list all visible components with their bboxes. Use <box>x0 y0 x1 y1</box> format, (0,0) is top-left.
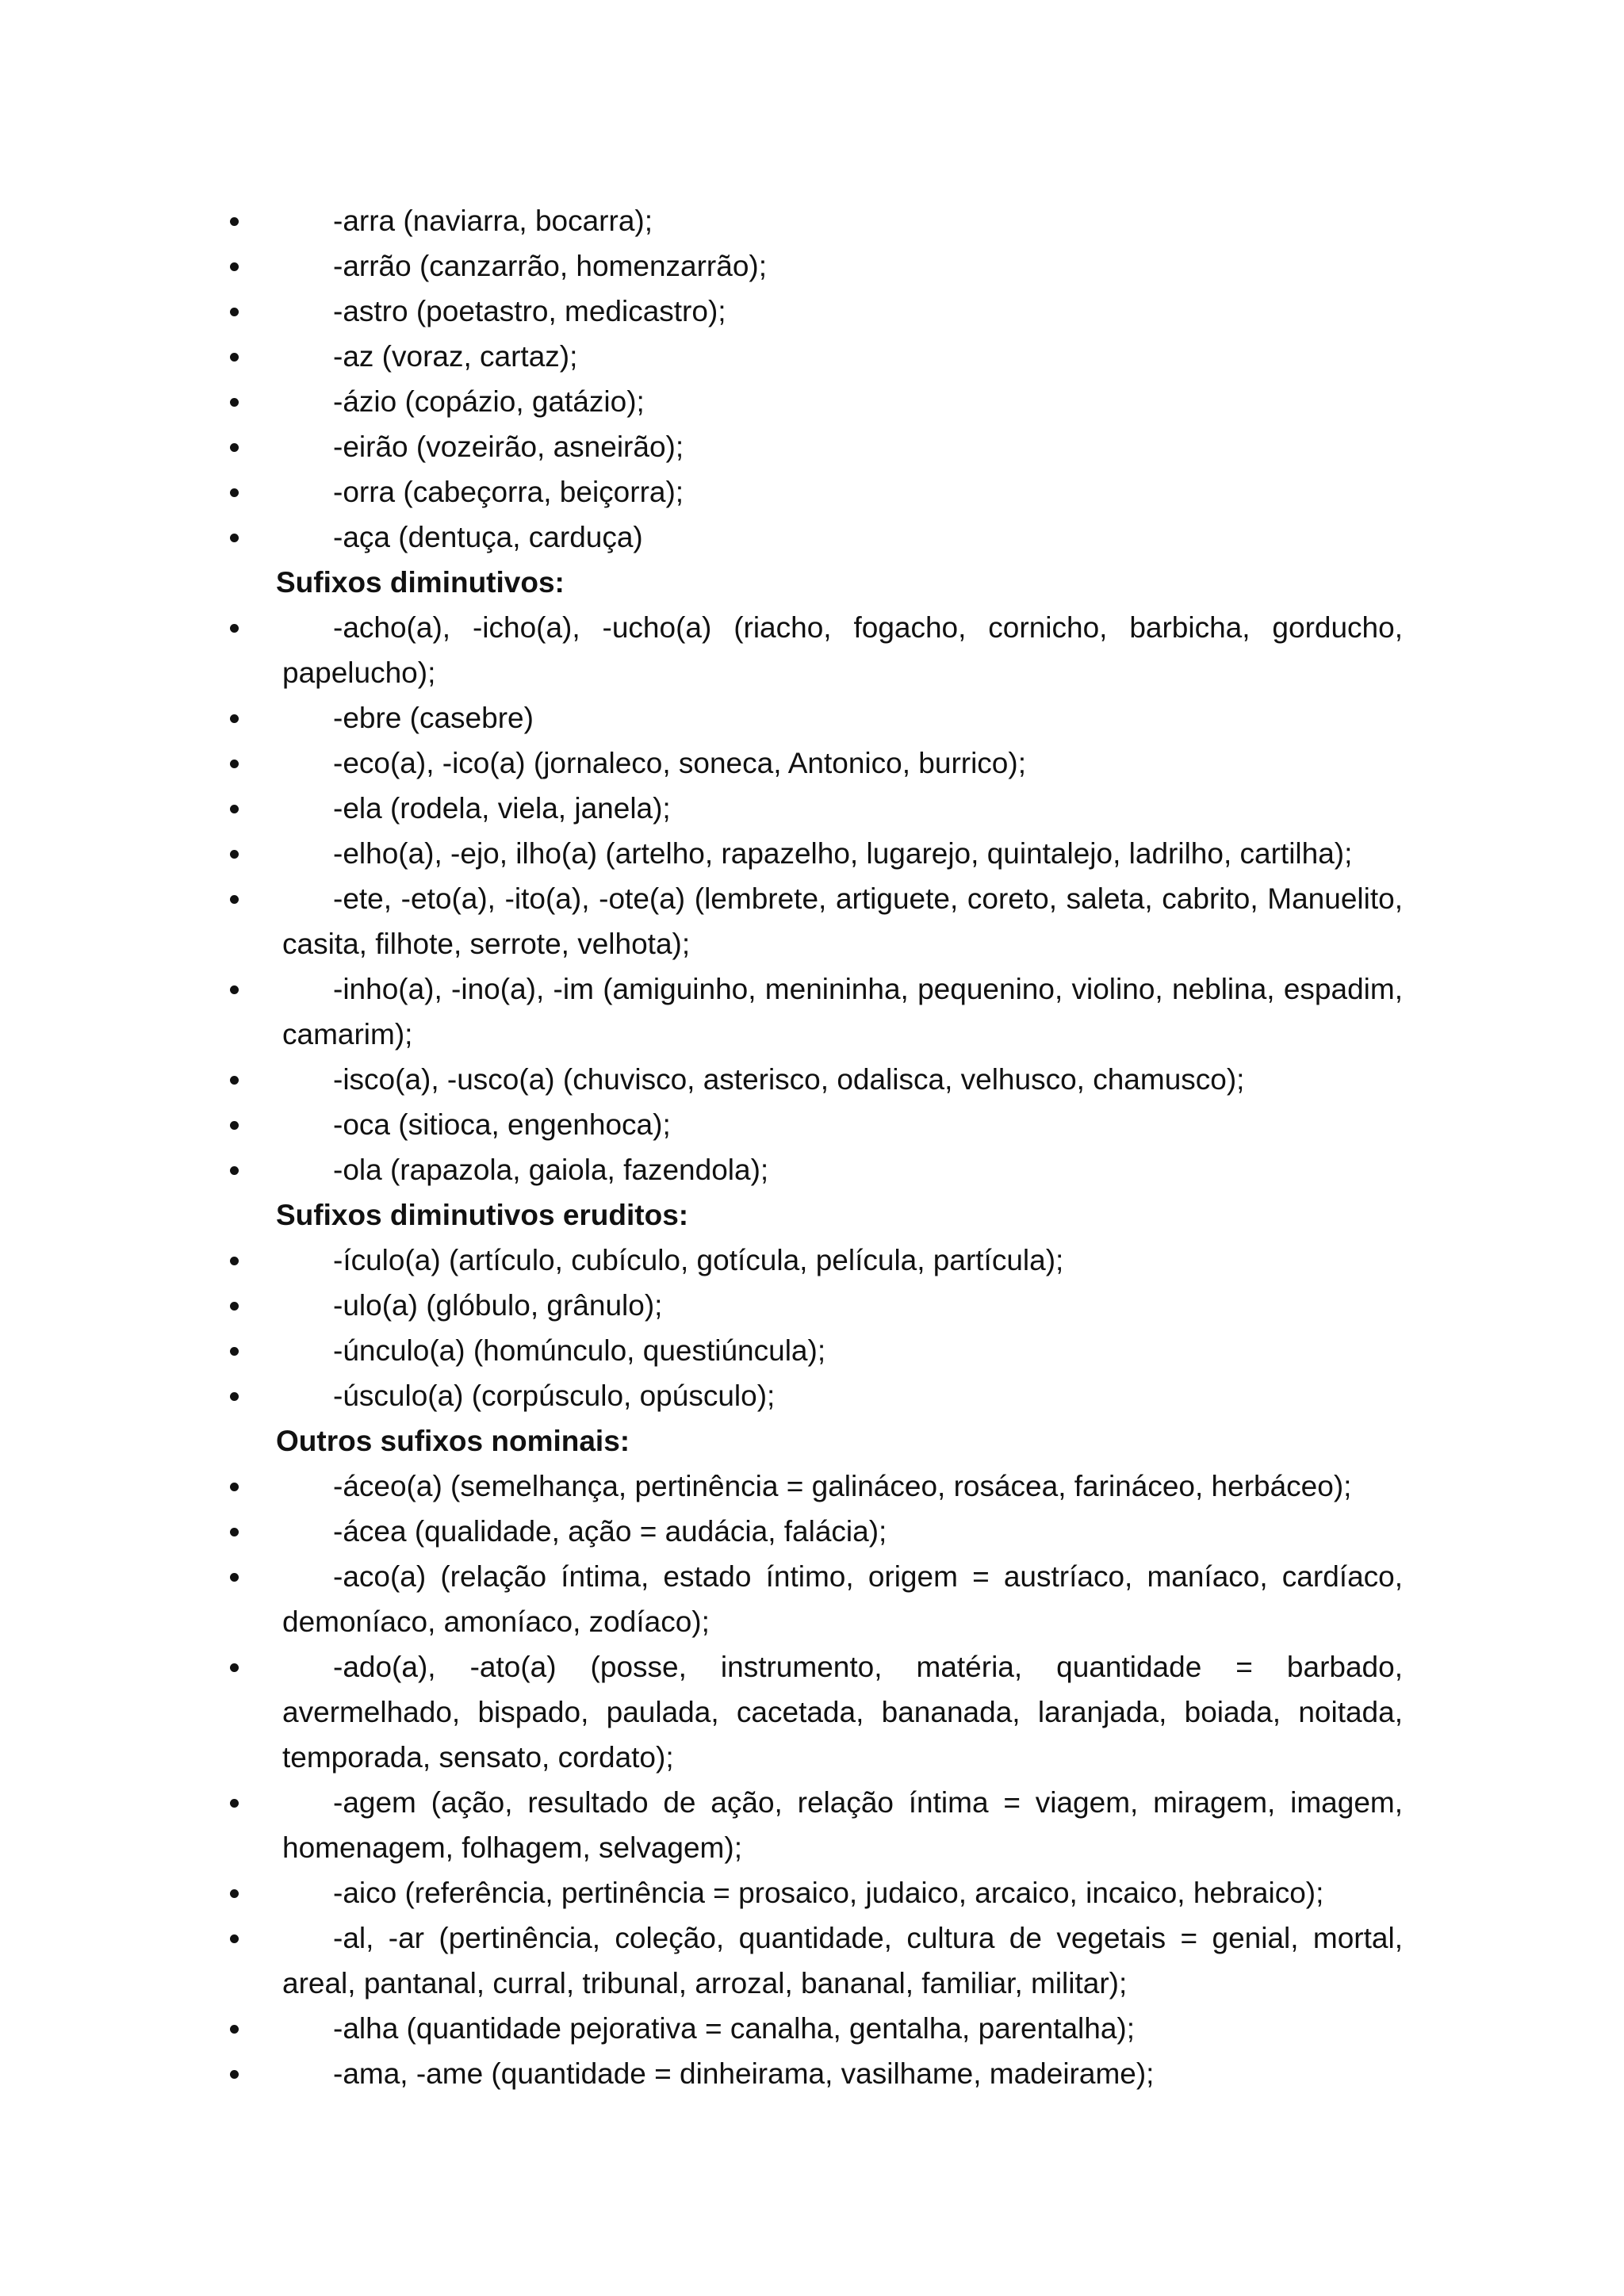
list-item-text: -aco(a) (relação íntima, estado íntimo, origem = austríaco, maníaco, cardíaco, demoníaco, amoníaco, zodíaco); <box>282 1560 1403 1638</box>
bullet-icon <box>230 534 239 542</box>
bullet-icon <box>230 308 239 316</box>
list-item <box>0 786 1403 831</box>
list-item <box>0 1870 1403 1915</box>
list-item <box>0 198 1403 243</box>
section-heading: Sufixos diminutivos eruditos: <box>276 1199 689 1231</box>
bullet-icon <box>230 1166 239 1175</box>
list-item-text: -ulo(a) (glóbulo, grânulo); <box>333 1289 663 1322</box>
list-item-text: -elho(a), -ejo, ilho(a) (artelho, rapazelho, lugarejo, quintalejo, ladrilho, cartilha); <box>333 837 1353 870</box>
bullet-icon <box>230 760 239 768</box>
list-item-text: -áceo(a) (semelhança, pertinência = galináceo, rosácea, farináceo, herbáceo); <box>333 1470 1352 1502</box>
list-item-text: -oca (sitioca, engenhoca); <box>333 1108 671 1141</box>
list-item-text: -astro (poetastro, medicastro); <box>333 295 726 327</box>
list-item-text: -inho(a), -ino(a), -im (amiguinho, menininha, pequenino, violino, neblina, espadim, camarim); <box>282 973 1403 1050</box>
bullet-icon <box>230 1257 239 1265</box>
bullet-icon <box>230 1121 239 1130</box>
list-item-text: -ama, -ame (quantidade = dinheirama, vasilhame, madeirame); <box>333 2057 1155 2090</box>
list-item-text: -eirão (vozeirão, asneirão); <box>333 430 684 463</box>
bullet-icon <box>230 2025 239 2034</box>
list-item <box>0 469 1403 515</box>
list-item <box>0 379 1403 424</box>
bullet-icon <box>230 398 239 407</box>
list-item <box>0 1283 1403 1328</box>
list-item-text: -az (voraz, cartaz); <box>333 340 578 373</box>
bullet-icon <box>230 1663 239 1672</box>
list-item <box>0 1554 1403 1644</box>
list-item-text: -aça (dentuça, carduça) <box>333 521 643 553</box>
list-item-text: -acho(a), -icho(a), -ucho(a) (riacho, fogacho, cornicho, barbicha, gorducho, papelucho); <box>282 611 1403 689</box>
bullet-icon <box>230 1483 239 1491</box>
list-item <box>0 2051 1403 2096</box>
bullet-icon <box>230 1528 239 1536</box>
list-item <box>0 740 1403 786</box>
bullet-icon <box>230 1076 239 1085</box>
list-item <box>0 2006 1403 2051</box>
bullet-icon <box>230 1799 239 1808</box>
bullet-icon <box>230 488 239 497</box>
list-item-text: -arrão (canzarrão, homenzarrão); <box>333 250 767 282</box>
list-item <box>0 1915 1403 2006</box>
bullet-icon <box>230 217 239 226</box>
bullet-icon <box>230 2070 239 2079</box>
bullet-icon <box>230 985 239 994</box>
list-item-text: -arra (naviarra, bocarra); <box>333 205 653 237</box>
bullet-icon <box>230 443 239 452</box>
list-item <box>0 515 1403 560</box>
list-item <box>0 1780 1403 1870</box>
list-item-text: -ázio (copázio, gatázio); <box>333 385 645 418</box>
list-item <box>0 334 1403 379</box>
list-item-text: -orra (cabeçorra, beiçorra); <box>333 476 684 508</box>
list-item <box>0 1057 1403 1102</box>
list-item <box>0 1147 1403 1192</box>
list-item-text: -ela (rodela, viela, janela); <box>333 792 671 825</box>
list-item-text: -ácea (qualidade, ação = audácia, falácia); <box>333 1515 887 1548</box>
list-item <box>0 243 1403 289</box>
bullet-icon <box>230 1889 239 1898</box>
list-item-text: -agem (ação, resultado de ação, relação íntima = viagem, miragem, imagem, homenagem, folhagem, selvagem); <box>282 1786 1403 1864</box>
bullet-icon <box>230 1934 239 1943</box>
list-item-text: -ola (rapazola, gaiola, fazendola); <box>333 1154 769 1186</box>
list-item <box>0 605 1403 695</box>
list-item-text: -ete, -eto(a), -ito(a), -ote(a) (lembrete, artiguete, coreto, saleta, cabrito, Manuelito, casita, filhote, serrote, velhota); <box>282 882 1403 960</box>
bullet-icon <box>230 353 239 362</box>
list-item <box>0 1102 1403 1147</box>
bullet-icon <box>230 1573 239 1582</box>
list-item <box>0 876 1403 966</box>
section-heading: Outros sufixos nominais: <box>276 1425 630 1457</box>
list-item-text: -al, -ar (pertinência, coleção, quantidade, cultura de vegetais = genial, mortal, areal, pantanal, curral, tribunal, arrozal, bananal, familiar, militar); <box>282 1922 1403 1999</box>
bullet-icon <box>230 850 239 859</box>
section-heading: Sufixos diminutivos: <box>276 566 565 599</box>
list-item <box>0 1509 1403 1554</box>
bullet-icon <box>230 895 239 904</box>
list-item-text: -isco(a), -usco(a) (chuvisco, asterisco, odalisca, velhusco, chamusco); <box>333 1063 1245 1096</box>
list-item-text: -úsculo(a) (corpúsculo, opúsculo); <box>333 1380 776 1412</box>
bullet-icon <box>230 1302 239 1311</box>
list-item-text: -aico (referência, pertinência = prosaico, judaico, arcaico, incaico, hebraico); <box>333 1877 1324 1909</box>
list-item-text: -ado(a), -ato(a) (posse, instrumento, matéria, quantidade = barbado, avermelhado, bispado, paulada, cacetada, bananada, laranjada, boiada, noitada, temporada, sensato, cordato); <box>282 1651 1403 1774</box>
bullet-icon <box>230 624 239 633</box>
list-item <box>0 966 1403 1057</box>
list-item <box>0 1644 1403 1780</box>
list-item-text: -alha (quantidade pejorativa = canalha, gentalha, parentalha); <box>333 2012 1136 2045</box>
list-item <box>0 1373 1403 1418</box>
list-item-text: -eco(a), -ico(a) (jornaleco, soneca, Antonico, burrico); <box>333 747 1026 779</box>
bullet-icon <box>230 1392 239 1401</box>
list-item <box>0 424 1403 469</box>
list-item-text: -únculo(a) (homúnculo, questiúncula); <box>333 1334 826 1367</box>
list-item <box>0 831 1403 876</box>
bullet-icon <box>230 1347 239 1356</box>
list-item-text: -ebre (casebre) <box>333 702 534 734</box>
bullet-icon <box>230 714 239 723</box>
suffix-list <box>0 198 1624 2096</box>
list-item-text: -ículo(a) (artículo, cubículo, gotícula, película, partícula); <box>333 1244 1064 1276</box>
list-item <box>0 289 1403 334</box>
list-item <box>0 1464 1403 1509</box>
list-item <box>0 1238 1403 1283</box>
list-item <box>0 1328 1403 1373</box>
bullet-icon <box>230 262 239 271</box>
list-item <box>0 695 1403 740</box>
bullet-icon <box>230 805 239 813</box>
